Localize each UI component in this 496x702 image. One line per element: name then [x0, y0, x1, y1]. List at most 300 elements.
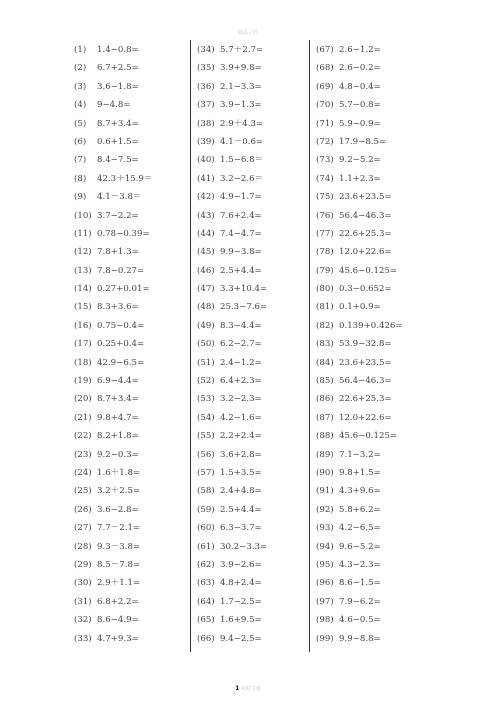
- problem-number: (27): [74, 523, 92, 534]
- problem-item: [74, 372, 186, 390]
- problem-item: [316, 207, 426, 225]
- problem-number: (90): [316, 467, 334, 478]
- problem-expression: 6.7+2.5=: [97, 63, 139, 74]
- problem-item: [316, 280, 426, 298]
- problem-item: [316, 409, 426, 427]
- problem-expression: 3.6−2.8=: [97, 504, 139, 515]
- problem-number: (22): [74, 431, 92, 442]
- problem-expression: 0.3−0.652=: [339, 284, 392, 295]
- column-divider: [190, 40, 191, 652]
- problem-expression: 8.3−4.4=: [220, 320, 262, 331]
- problem-number: (11): [74, 228, 92, 239]
- problem-expression: 22.6+25.3=: [339, 228, 392, 239]
- problem-expression: 1.4−0.8=: [97, 45, 139, 55]
- problem-item: [74, 59, 186, 77]
- problem-number: (21): [74, 412, 92, 423]
- column-divider: [309, 40, 310, 652]
- problem-expression: 5.7＋2.7=: [220, 45, 264, 55]
- problem-column-2: [197, 41, 303, 651]
- problem-number: (65): [197, 615, 215, 626]
- problem-item: [197, 538, 303, 556]
- problem-item: [316, 151, 426, 169]
- problem-expression: 1.5+3.5=: [220, 467, 262, 478]
- footer-text: 欢迎下载: [240, 686, 261, 692]
- problem-expression: 42.9−6.5=: [97, 357, 145, 368]
- problem-expression: 3.2＋2.5=: [97, 486, 141, 497]
- problem-number: (95): [316, 559, 334, 570]
- problem-number: (51): [197, 357, 215, 368]
- problem-number: (50): [197, 339, 215, 350]
- problem-expression: 7.8−0.27=: [97, 265, 145, 276]
- problem-number: (84): [316, 357, 334, 368]
- problem-number: (37): [197, 100, 215, 111]
- problem-expression: 22.6+25.3=: [339, 394, 392, 405]
- problem-item: [316, 538, 426, 556]
- problem-number: (34): [197, 45, 215, 55]
- problem-expression: 7.6+2.4=: [220, 210, 262, 221]
- problem-number: (62): [197, 559, 215, 570]
- problem-expression: 4.8−0.4=: [339, 81, 381, 92]
- problem-item: [316, 464, 426, 482]
- problem-number: (55): [197, 431, 215, 442]
- problem-number: (47): [197, 284, 215, 295]
- problem-item: [74, 188, 186, 206]
- problem-expression: 8.5－7.8=: [97, 559, 141, 570]
- problem-expression: 9.8+1.5=: [339, 467, 381, 478]
- problem-expression: 8.2+1.8=: [97, 431, 139, 442]
- page-number: 1: [235, 685, 240, 692]
- problem-item: [74, 280, 186, 298]
- problem-number: (6): [74, 136, 87, 147]
- problem-item: [197, 501, 303, 519]
- problem-item: [74, 574, 186, 592]
- problem-expression: 4.1－3.8＝: [97, 192, 142, 203]
- problem-number: (36): [197, 81, 215, 92]
- problem-item: [197, 317, 303, 335]
- problem-number: (52): [197, 376, 215, 387]
- problem-item: [316, 519, 426, 537]
- problem-item: [197, 446, 303, 464]
- problem-expression: 2.6−1.2=: [339, 45, 381, 55]
- problem-expression: 1.5−6.8＝: [220, 155, 264, 166]
- problem-item: [74, 464, 186, 482]
- problem-number: (2): [74, 63, 87, 74]
- problem-number: (45): [197, 247, 215, 258]
- problem-item: [74, 207, 186, 225]
- problem-expression: 6.8+2.2=: [97, 596, 139, 607]
- problem-item: [197, 354, 303, 372]
- problem-expression: 0.139+0.426=: [339, 320, 403, 331]
- problem-number: (28): [74, 541, 92, 552]
- problem-item: [197, 611, 303, 629]
- problem-item: [316, 630, 426, 648]
- problem-item: [74, 262, 186, 280]
- problem-expression: 12.0+22.6=: [339, 412, 392, 423]
- problem-number: (43): [197, 210, 215, 221]
- problem-item: [316, 501, 426, 519]
- problem-expression: 0.75−0.4=: [97, 320, 145, 331]
- problem-expression: 25.3−7.6=: [220, 302, 268, 313]
- problem-expression: 7.9−6.2=: [339, 596, 381, 607]
- problem-expression: 3.9−2.6=: [220, 559, 262, 570]
- problem-item: [197, 427, 303, 445]
- problem-expression: 2.9＋1.1=: [97, 578, 141, 589]
- problem-number: (35): [197, 63, 215, 74]
- problem-number: (77): [316, 228, 334, 239]
- problem-number: (5): [74, 118, 87, 129]
- problem-number: (60): [197, 523, 215, 534]
- problem-expression: 2.1−3.3=: [220, 81, 262, 92]
- problem-expression: 5.8+6.2=: [339, 504, 381, 515]
- problem-item: [74, 593, 186, 611]
- problem-expression: 9.4−2.5=: [220, 633, 262, 644]
- problem-item: [316, 354, 426, 372]
- problem-number: (41): [197, 173, 215, 184]
- problem-expression: 0.1+0.9=: [339, 302, 381, 313]
- problem-expression: 45.6−0.125=: [339, 431, 398, 442]
- problem-item: [74, 556, 186, 574]
- problem-number: (16): [74, 320, 92, 331]
- problem-number: (98): [316, 615, 334, 626]
- page-header: 精品文档: [237, 30, 258, 36]
- problem-item: [74, 354, 186, 372]
- problem-number: (19): [74, 376, 92, 387]
- problem-item: [74, 317, 186, 335]
- problem-item: [74, 335, 186, 353]
- problem-item: [197, 593, 303, 611]
- problem-item: [74, 78, 186, 96]
- problem-item: [316, 115, 426, 133]
- problem-expression: 0.25+0.4=: [97, 339, 145, 350]
- problem-number: (71): [316, 118, 334, 129]
- problem-number: (59): [197, 504, 215, 515]
- problem-expression: 2.5+4.4=: [220, 265, 262, 276]
- problem-item: [74, 41, 186, 59]
- problem-item: [197, 298, 303, 316]
- problem-number: (33): [74, 633, 92, 644]
- problem-expression: 3.9+9.8=: [220, 63, 262, 74]
- problem-item: [74, 96, 186, 114]
- problem-item: [197, 225, 303, 243]
- problem-number: (1): [74, 45, 87, 55]
- problem-item: [197, 78, 303, 96]
- problem-number: (92): [316, 504, 334, 515]
- problem-expression: 2.4+4.8=: [220, 486, 262, 497]
- problem-expression: 9.9−3.8=: [220, 247, 262, 258]
- problem-number: (31): [74, 596, 92, 607]
- problem-number: (10): [74, 210, 92, 221]
- problem-item: [74, 225, 186, 243]
- problem-expression: 2.5+4.4=: [220, 504, 262, 515]
- problem-item: [197, 170, 303, 188]
- problem-column-3: [316, 41, 426, 651]
- problem-expression: 6.2−2.7=: [220, 339, 262, 350]
- problem-number: (15): [74, 302, 92, 313]
- problem-expression: 0.27+0.01=: [97, 284, 150, 295]
- problem-number: (24): [74, 467, 92, 478]
- problem-number: (91): [316, 486, 334, 497]
- problem-item: [74, 501, 186, 519]
- problem-expression: 17.9−8.5=: [339, 136, 387, 147]
- problem-item: [197, 243, 303, 261]
- problem-expression: 3.2−2.6＝: [220, 173, 264, 184]
- problem-number: (74): [316, 173, 334, 184]
- problem-expression: 8.6−4.9=: [97, 615, 139, 626]
- problem-item: [316, 96, 426, 114]
- problem-number: (40): [197, 155, 215, 166]
- problem-item: [197, 115, 303, 133]
- problem-item: [197, 262, 303, 280]
- problem-item: [197, 390, 303, 408]
- problem-expression: 0.78−0.39=: [97, 228, 150, 239]
- problem-number: (3): [74, 81, 87, 92]
- problem-number: (54): [197, 412, 215, 423]
- problem-number: (68): [316, 63, 334, 74]
- problem-number: (67): [316, 45, 334, 55]
- problem-number: (63): [197, 578, 215, 589]
- problem-item: [74, 115, 186, 133]
- problem-expression: 9.6−5.2=: [339, 541, 381, 552]
- problem-item: [316, 133, 426, 151]
- problem-item: [316, 262, 426, 280]
- problem-expression: 23.6+23.5=: [339, 357, 392, 368]
- problem-expression: 9.2−5.2=: [339, 155, 381, 166]
- problem-item: [74, 427, 186, 445]
- problem-item: [316, 317, 426, 335]
- problem-expression: 7.4−4.7=: [220, 228, 262, 239]
- problem-expression: 8.7+3.4=: [97, 394, 139, 405]
- problem-expression: 4.2−1.6=: [220, 412, 262, 423]
- problem-number: (66): [197, 633, 215, 644]
- problem-item: [316, 556, 426, 574]
- problem-expression: 1.7−2.5=: [220, 596, 262, 607]
- problem-item: [316, 225, 426, 243]
- problem-item: [316, 78, 426, 96]
- problem-number: (70): [316, 100, 334, 111]
- problem-number: (46): [197, 265, 215, 276]
- problem-item: [316, 59, 426, 77]
- problem-number: (58): [197, 486, 215, 497]
- problem-number: (85): [316, 376, 334, 387]
- problem-item: [74, 170, 186, 188]
- problem-item: [316, 170, 426, 188]
- problem-expression: 23.6+23.5=: [339, 192, 392, 203]
- problem-number: (18): [74, 357, 92, 368]
- problem-item: [316, 574, 426, 592]
- problem-item: [197, 372, 303, 390]
- problem-expression: 30.2−3.3=: [220, 541, 268, 552]
- problem-number: (80): [316, 284, 334, 295]
- problem-number: (17): [74, 339, 92, 350]
- problem-expression: 1.1+2.3=: [339, 173, 381, 184]
- problem-number: (88): [316, 431, 334, 442]
- problem-number: (78): [316, 247, 334, 258]
- problem-expression: 6.3−3.7=: [220, 523, 262, 534]
- problem-number: (8): [74, 173, 87, 184]
- problem-number: (86): [316, 394, 334, 405]
- problem-expression: 56.4−46.3=: [339, 376, 392, 387]
- problem-item: [197, 409, 303, 427]
- problem-item: [74, 538, 186, 556]
- problem-number: (39): [197, 136, 215, 147]
- problem-number: (72): [316, 136, 334, 147]
- problem-number: (82): [316, 320, 334, 331]
- problem-expression: 4.2−6.5=: [339, 523, 381, 534]
- problem-item: [316, 188, 426, 206]
- problem-expression: 9.8+4.7=: [97, 412, 139, 423]
- problem-item: [74, 611, 186, 629]
- problem-expression: 4.6−0.5=: [339, 615, 381, 626]
- problem-item: [74, 630, 186, 648]
- problem-number: (76): [316, 210, 334, 221]
- problem-expression: 4.9−1.7=: [220, 192, 262, 203]
- problem-expression: 2.9＋4.3=: [220, 118, 264, 129]
- problem-expression: 9.2−0.3=: [97, 449, 139, 460]
- problem-expression: 56.4−46.3=: [339, 210, 392, 221]
- problem-number: (26): [74, 504, 92, 515]
- problem-number: (53): [197, 394, 215, 405]
- problem-item: [316, 611, 426, 629]
- problem-item: [316, 482, 426, 500]
- problem-expression: 3.7−2.2=: [97, 210, 139, 221]
- problem-number: (12): [74, 247, 92, 258]
- problem-item: [316, 41, 426, 59]
- problem-item: [316, 593, 426, 611]
- problem-item: [74, 482, 186, 500]
- problem-expression: 12.0+22.6=: [339, 247, 392, 258]
- problem-item: [197, 482, 303, 500]
- problem-expression: 3.9−1.3=: [220, 100, 262, 111]
- problem-number: (4): [74, 100, 87, 111]
- problem-number: (61): [197, 541, 215, 552]
- problem-expression: 8.3+3.6=: [97, 302, 139, 313]
- problem-item: [74, 133, 186, 151]
- page-footer: [0, 685, 496, 692]
- problem-item: [197, 519, 303, 537]
- problem-expression: 2.6−0.2=: [339, 63, 381, 74]
- problem-item: [197, 59, 303, 77]
- problem-expression: 9.3－3.8=: [97, 541, 141, 552]
- problem-number: (64): [197, 596, 215, 607]
- problem-expression: 1.6+9.5=: [220, 615, 262, 626]
- problem-item: [74, 446, 186, 464]
- problem-item: [197, 556, 303, 574]
- problem-item: [197, 96, 303, 114]
- problem-expression: 4.8+2.4=: [220, 578, 262, 589]
- problem-number: (30): [74, 578, 92, 589]
- problem-number: (69): [316, 81, 334, 92]
- problem-number: (75): [316, 192, 334, 203]
- problem-item: [316, 390, 426, 408]
- problem-number: (13): [74, 265, 92, 276]
- problem-item: [197, 335, 303, 353]
- problem-expression: 0.6+1.5=: [97, 136, 139, 147]
- problem-number: (79): [316, 265, 334, 276]
- problem-number: (83): [316, 339, 334, 350]
- problem-expression: 1.6＋1.8=: [97, 467, 141, 478]
- problem-expression: 42.3＋15.9＝: [97, 173, 153, 184]
- problem-number: (38): [197, 118, 215, 129]
- problem-item: [197, 207, 303, 225]
- problem-number: (20): [74, 394, 92, 405]
- problem-item: [74, 151, 186, 169]
- problem-number: (7): [74, 155, 87, 166]
- problem-item: [74, 409, 186, 427]
- problem-number: (23): [74, 449, 92, 460]
- problem-item: [74, 519, 186, 537]
- problem-expression: 5.7−0.8=: [339, 100, 381, 111]
- problem-expression: 3.6+2.8=: [220, 449, 262, 460]
- problem-expression: 4.1－0.6=: [220, 136, 264, 147]
- problem-number: (87): [316, 412, 334, 423]
- problem-expression: 8.7+3.4=: [97, 118, 139, 129]
- problem-expression: 3.2−2.3=: [220, 394, 262, 405]
- problem-column-1: [74, 41, 186, 651]
- problem-expression: 9−4.8=: [97, 100, 131, 111]
- problem-number: (49): [197, 320, 215, 331]
- problem-number: (57): [197, 467, 215, 478]
- problem-expression: 3.3+10.4=: [220, 284, 268, 295]
- problem-item: [197, 574, 303, 592]
- problem-item: [197, 464, 303, 482]
- problem-number: (29): [74, 559, 92, 570]
- problem-number: (25): [74, 486, 92, 497]
- problem-expression: 53.9−32.8=: [339, 339, 392, 350]
- problem-expression: 2.2+2.4=: [220, 431, 262, 442]
- problem-expression: 7.1−3.2=: [339, 449, 381, 460]
- problem-expression: 4.3−2.3=: [339, 559, 381, 570]
- problem-item: [197, 188, 303, 206]
- problem-number: (99): [316, 633, 334, 644]
- problem-expression: 9.9−8.8=: [339, 633, 381, 644]
- problem-item: [197, 280, 303, 298]
- problem-item: [74, 390, 186, 408]
- problem-expression: 4.3+9.6=: [339, 486, 381, 497]
- problem-expression: 5.9−0.9=: [339, 118, 381, 129]
- problem-expression: 7.7－2.1=: [97, 523, 141, 534]
- problem-item: [197, 41, 303, 59]
- problem-expression: 4.7+9.3=: [97, 633, 139, 644]
- problem-expression: 6.9−4.4=: [97, 376, 139, 387]
- problem-number: (56): [197, 449, 215, 460]
- problem-expression: 45.6−0.125=: [339, 265, 398, 276]
- problem-number: (9): [74, 192, 87, 203]
- problem-item: [197, 630, 303, 648]
- problem-number: (42): [197, 192, 215, 203]
- problem-number: (32): [74, 615, 92, 626]
- problem-expression: 2.4−1.2=: [220, 357, 262, 368]
- problem-item: [316, 335, 426, 353]
- problem-item: [316, 427, 426, 445]
- problem-number: (81): [316, 302, 334, 313]
- problem-item: [316, 446, 426, 464]
- problem-number: (96): [316, 578, 334, 589]
- problem-expression: 7.8+1.3=: [97, 247, 139, 258]
- problem-item: [316, 372, 426, 390]
- problem-item: [316, 243, 426, 261]
- problem-item: [316, 298, 426, 316]
- problem-expression: 6.4+2.3=: [220, 376, 262, 387]
- problem-number: (14): [74, 284, 92, 295]
- problem-number: (73): [316, 155, 334, 166]
- problem-number: (44): [197, 228, 215, 239]
- problem-expression: 8.6−1.5=: [339, 578, 381, 589]
- problem-item: [197, 151, 303, 169]
- problem-number: (48): [197, 302, 215, 313]
- problem-item: [74, 298, 186, 316]
- problem-number: (94): [316, 541, 334, 552]
- problem-number: (97): [316, 596, 334, 607]
